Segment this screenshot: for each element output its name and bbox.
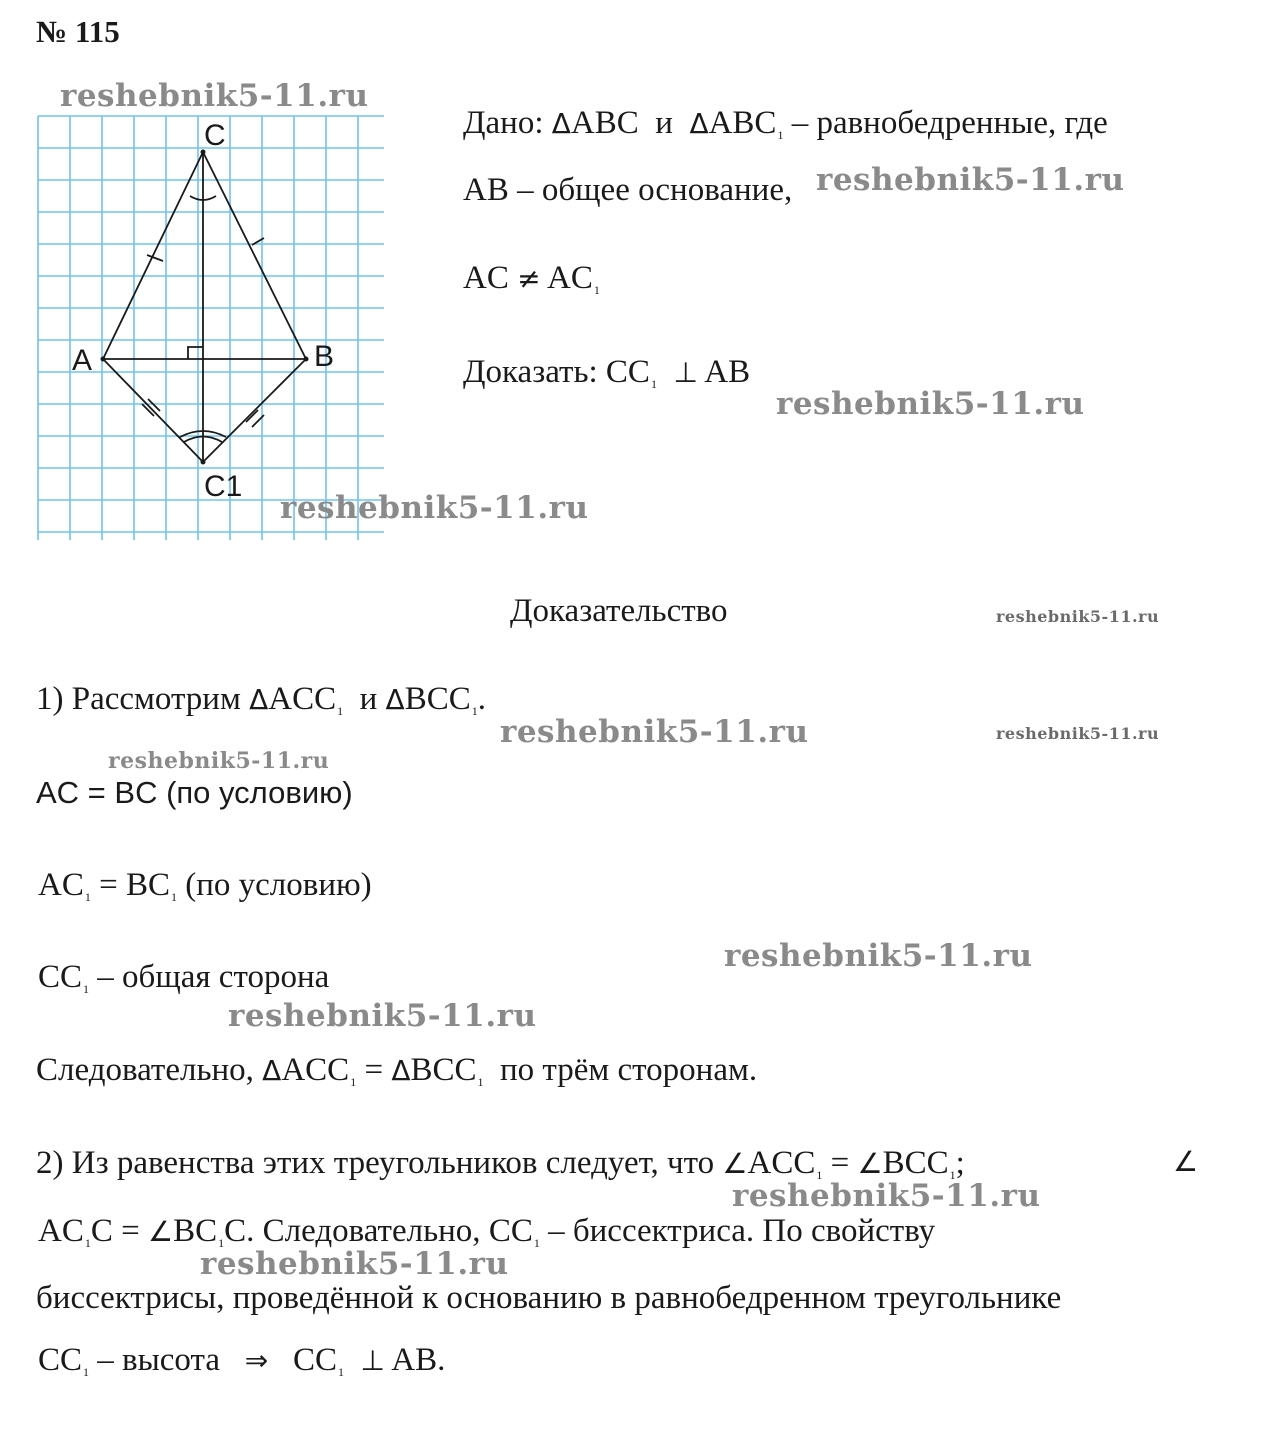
step-1-prefix: 1) Рассмотрим [36, 681, 241, 717]
triangle-symbol: Δ [249, 683, 269, 716]
l4-cc: CC [292, 1342, 337, 1378]
point-label-b: B [314, 340, 335, 373]
subscript-1: 1 [350, 1075, 357, 1089]
given-conj: и [655, 105, 673, 141]
angle-symbol: ∠ [857, 1147, 883, 1180]
step-1-conj: и [359, 681, 378, 717]
subscript-1: 1 [471, 704, 478, 718]
proof-heading: Доказательство [510, 593, 728, 629]
step-1-triangle-2: BCC [404, 681, 471, 717]
l2-equals: = [121, 1213, 140, 1249]
conc1-triangle-1: ACC [281, 1052, 350, 1088]
watermark: reshebnik5-11.ru [200, 1246, 509, 1282]
prove-left: CC [605, 354, 650, 390]
step-2-equals: = [830, 1145, 850, 1181]
point-label-a: A [72, 344, 93, 377]
subscript-1: 1 [777, 128, 784, 142]
triangle-symbol: Δ [262, 1054, 282, 1087]
l2-a: AC [38, 1213, 84, 1249]
angle-symbol: ∠ [147, 1215, 174, 1248]
not-equal-symbol: ≠ [517, 262, 541, 295]
subscript-1: 1 [593, 283, 600, 297]
l4-mid: – высота [97, 1342, 220, 1378]
watermark: reshebnik5-11.ru [280, 490, 589, 526]
given-triangle-2: ABC [708, 105, 777, 141]
conc1-tail: по трём сторонам. [500, 1052, 758, 1088]
perpendicular-symbol: ⊥ [360, 1344, 385, 1377]
conclusion-1-line [36, 1050, 757, 1102]
subscript-1: 1 [337, 704, 344, 718]
step-2-prefix: 2) Из равенства этих треугольников следует, что [36, 1145, 715, 1181]
implies-symbol: ⇒ [244, 1344, 269, 1377]
step-1-triangle-1: ACC [268, 681, 337, 717]
l4-left: CC [38, 1342, 83, 1378]
subscript-1: 1 [533, 1236, 540, 1250]
equality-ac-bc: AC = BC (по условию) [36, 775, 353, 810]
step-2-line-3: биссектрисы, проведённой к основанию в равнобедренном треугольнике [36, 1280, 1062, 1316]
watermark: reshebnik5-11.ru [500, 714, 809, 750]
triangle-symbol: Δ [551, 107, 571, 140]
subscript-1: 1 [171, 890, 177, 904]
watermark: reshebnik5-11.ru [228, 998, 537, 1034]
step-1-line [36, 679, 486, 731]
given-label: Дано: [463, 105, 544, 141]
given-line-2: AB – общее основание, [463, 172, 793, 208]
step-2-angle-2: BCC [882, 1145, 949, 1181]
l2-end: – биссектриса. По свойству [548, 1213, 936, 1249]
equality-ac1-bc1 [38, 865, 372, 917]
subscript-1: 1 [650, 377, 657, 391]
triangle-symbol: Δ [689, 107, 709, 140]
watermark: reshebnik5-11.ru [776, 386, 1085, 422]
prove-right: AB [704, 354, 751, 390]
neq-right: AC [547, 260, 593, 296]
angle-symbol: ∠ [722, 1147, 748, 1180]
eq2-right: BC [125, 867, 170, 903]
l4-ab: AB. [391, 1342, 446, 1378]
given-line-1 [463, 103, 1108, 155]
subscript-1: 1 [816, 1168, 823, 1182]
eq2-tail: (по условию) [185, 867, 372, 903]
triangle-symbol: Δ [391, 1054, 411, 1087]
l2-b: C [90, 1213, 113, 1249]
subscript-1: 1 [83, 1365, 90, 1379]
subscript-1: 1 [83, 982, 90, 996]
watermark: reshebnik5-11.ru [996, 724, 1160, 743]
step-1-end: . [477, 681, 486, 717]
point-label-c1: C1 [204, 470, 243, 503]
triangle-symbol: Δ [385, 683, 405, 716]
watermark: reshebnik5-11.ru [724, 938, 1033, 974]
watermark: reshebnik5-11.ru [108, 748, 330, 774]
l2-c: BC [173, 1213, 218, 1249]
l2-tail: . Следовательно, [246, 1213, 481, 1249]
given-triangle-1: ABC [570, 105, 639, 141]
eq2-left: AC [38, 867, 84, 903]
conc1-triangle-2: BCC [410, 1052, 477, 1088]
eq3-tail: – общая сторона [97, 959, 330, 995]
watermark: reshebnik5-11.ru [816, 162, 1125, 198]
step-2-line-4 [38, 1340, 445, 1392]
neq-left: AC [463, 260, 509, 296]
eq3-left: CC [38, 959, 83, 995]
given-line1-tail: – равнобедренные, где [791, 105, 1108, 141]
point-label-c: C [204, 119, 226, 152]
watermark: reshebnik5-11.ru [996, 607, 1160, 626]
l2-cc: CC [488, 1213, 533, 1249]
geometry-figure [30, 100, 390, 550]
step-2-angle-1: ACC [747, 1145, 816, 1181]
prove-label: Доказать: [463, 354, 598, 390]
watermark: reshebnik5-11.ru [732, 1178, 1041, 1214]
prove-line [463, 352, 750, 404]
subscript-1: 1 [218, 1236, 225, 1250]
conc1-equals: = [364, 1052, 384, 1088]
eq2-equals: = [99, 867, 118, 903]
subscript-1: 1 [84, 1236, 91, 1250]
subscript-1: 1 [949, 1168, 956, 1182]
watermark: reshebnik5-11.ru [60, 78, 369, 114]
problem-number: № 115 [36, 14, 120, 49]
conc1-prefix: Следовательно, [36, 1052, 254, 1088]
step-2-semicolon: ; [955, 1145, 965, 1181]
angle-symbol: ∠ [1173, 1145, 1199, 1178]
given-neq-line [463, 258, 600, 310]
subscript-1: 1 [477, 1075, 484, 1089]
subscript-1: 1 [337, 1365, 344, 1379]
perpendicular-symbol: ⊥ [673, 356, 698, 389]
subscript-1: 1 [84, 890, 91, 904]
l2-d: C [224, 1213, 247, 1249]
